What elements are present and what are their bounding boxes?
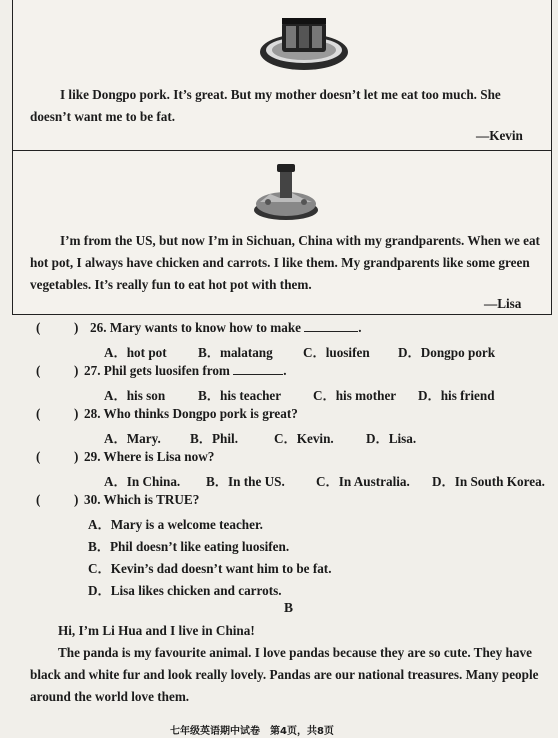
answer-paren-open: ( xyxy=(36,406,41,421)
signature-kevin: —Kevin xyxy=(476,128,523,143)
page-footer: 七年级英语期中试卷 第4页，共8页 xyxy=(170,726,334,737)
answer-paren-close: ) xyxy=(74,363,79,378)
answer-paren-close: ) xyxy=(74,320,79,335)
answer-paren-open: ( xyxy=(36,492,41,507)
answer-paren-open: ( xyxy=(36,363,41,378)
section-b-heading: B xyxy=(284,600,294,615)
option-d: D．In South Korea. xyxy=(432,474,545,489)
option-a: A．his son xyxy=(104,388,166,403)
question-stem: Mary wants to know how to make xyxy=(109,320,301,335)
option-d: D．his friend xyxy=(418,388,495,403)
answer-blank xyxy=(304,321,358,332)
question-29 xyxy=(84,449,214,465)
option-d: D．Lisa likes chicken and carrots. xyxy=(88,583,282,598)
option-a: A．Mary. xyxy=(104,431,161,446)
option-a: A．In China. xyxy=(104,474,181,489)
question-stem: Which is TRUE? xyxy=(103,492,200,507)
question-stem: Where is Lisa now? xyxy=(103,449,215,464)
dongpo-pork-image xyxy=(258,8,350,72)
option-c: C．In Australia. xyxy=(316,474,410,489)
section-b-intro: Hi, I’m Li Hua and I live in China! xyxy=(58,623,255,638)
question-number: 26. xyxy=(90,320,107,335)
option-c: C．Kevin. xyxy=(274,431,334,446)
section-b-paragraph: The panda is my favourite animal. I love pandas because they are so cute. They have black and white fur and look really lovely. Pandas are our national treasures. Many people around the world love them. xyxy=(30,645,539,704)
option-b: B．malatang xyxy=(198,345,273,360)
option-c: C．luosifen xyxy=(303,345,370,360)
answer-paren-close: ) xyxy=(74,406,79,421)
signature-lisa: —Lisa xyxy=(484,296,522,311)
question-number: 27. xyxy=(84,363,101,378)
question-27 xyxy=(84,363,287,379)
question-stem: Phil gets luosifen from xyxy=(103,363,230,378)
question-number: 29. xyxy=(84,449,101,464)
question-number: 30. xyxy=(84,492,101,507)
question-26 xyxy=(90,320,362,336)
answer-blank xyxy=(233,364,283,375)
answer-paren-open: ( xyxy=(36,449,41,464)
option-b: B．In the US. xyxy=(206,474,285,489)
option-c: C．Kevin’s dad doesn’t want him to be fat. xyxy=(88,561,332,576)
answer-paren-close: ) xyxy=(74,492,79,507)
option-b: B．Phil doesn’t like eating luosifen. xyxy=(88,539,290,554)
question-number: 28. xyxy=(84,406,101,421)
option-d: D．Dongpo pork xyxy=(398,345,496,360)
option-a: A．hot pot xyxy=(104,345,167,360)
question-30 xyxy=(84,492,199,508)
option-c: C．his mother xyxy=(313,388,397,403)
question-end: . xyxy=(358,320,362,335)
passage-lisa-text: I’m from the US, but now I’m in Sichuan, China with my grandparents. When we eat hot pot, I always have chicken and carrots. I like them. My grandparents like some green vegetables. It’s really fun to eat hot pot with them. xyxy=(30,233,540,292)
hot-pot-image xyxy=(250,158,322,224)
option-a: A．Mary is a welcome teacher. xyxy=(88,517,263,532)
answer-paren-open: ( xyxy=(36,320,41,335)
option-d: D．Lisa. xyxy=(366,431,417,446)
question-end: . xyxy=(283,363,287,378)
question-28 xyxy=(84,406,298,422)
passage-kevin-text: I like Dongpo pork. It’s great. But my mother doesn’t let me eat too much. She doesn’t want me to be fat. xyxy=(30,87,501,124)
question-stem: Who thinks Dongpo pork is great? xyxy=(103,406,298,421)
answer-paren-close: ) xyxy=(74,449,79,464)
option-b: B．Phil. xyxy=(190,431,238,446)
option-b: B．his teacher xyxy=(198,388,282,403)
